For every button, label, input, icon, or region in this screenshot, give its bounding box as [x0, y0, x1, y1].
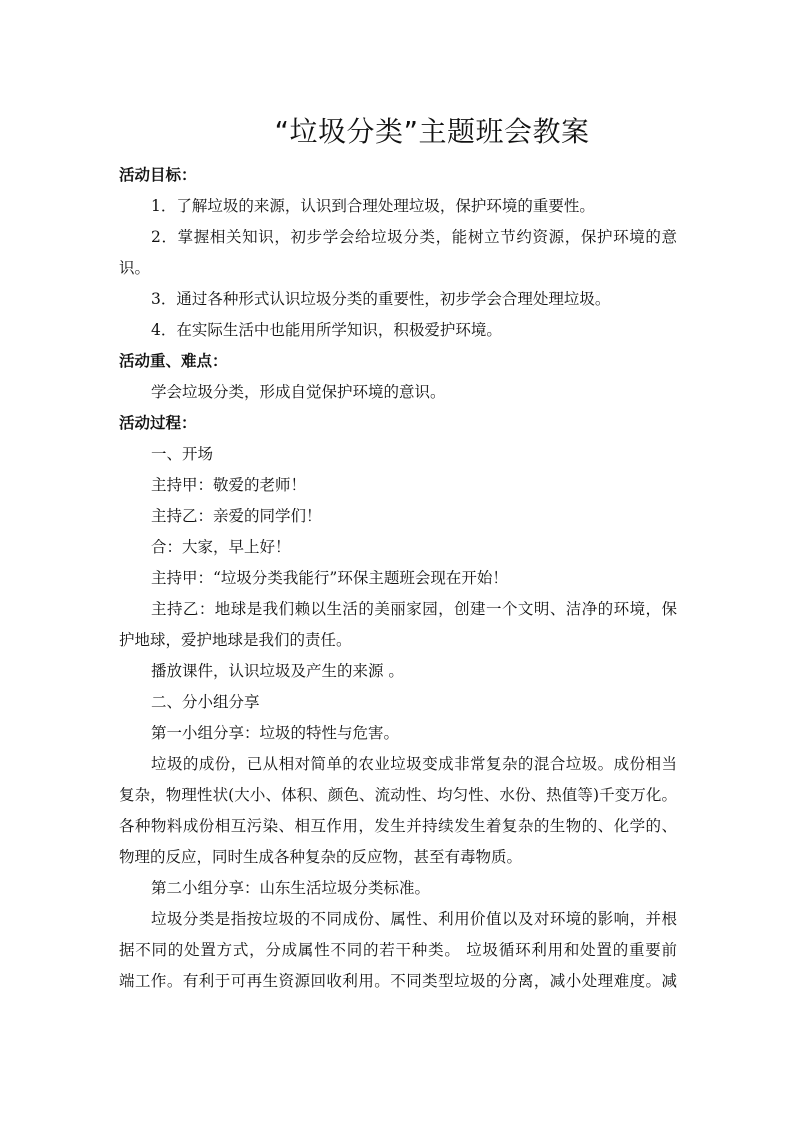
paragraph-line: 合：大家，早上好！ [151, 538, 291, 556]
paragraph-line: 护地球，爱护地球是我们的责任。 [119, 631, 352, 649]
paragraph-line: 第一小组分享：垃圾的特性与危害。 [151, 724, 400, 742]
document-title: “垃圾分类”主题班会教案 [274, 115, 590, 148]
paragraph-line: 各种物料成份相互污染、相互作用，发生并持续发生着复杂的生物的、化学的、 [119, 817, 677, 835]
section-heading: 活动目标： [119, 166, 197, 184]
paragraph-line: 播放课件，认识垃圾及产生的来源 。 [151, 662, 404, 680]
paragraph-line: 识。 [119, 259, 151, 277]
paragraph-line: 3．通过各种形式认识垃圾分类的重要性，初步学会合理处理垃圾。 [151, 290, 611, 308]
paragraph-line: 第二小组分享：山东生活垃圾分类标准。 [151, 879, 431, 897]
paragraph-line: 复杂，物理性状(大小、体积、颜色、流动性、均匀性、水份、热值等)千变万化。 [119, 786, 677, 804]
paragraph-line: 1．了解垃圾的来源，认识到合理处理垃圾，保护环境的重要性。 [151, 197, 595, 215]
paragraph-line: 学会垃圾分类，形成自觉保护环境的意识。 [151, 383, 446, 401]
paragraph-line: 垃圾分类是指按垃圾的不同成份、属性、利用价值以及对环境的影响，并根 [151, 910, 677, 928]
paragraph-line: 主持甲：敬爱的老师！ [151, 476, 307, 494]
paragraph-line: 据不同的处置方式，分成属性不同的若干种类。 垃圾循环利用和处置的重要前 [119, 941, 677, 959]
paragraph-line: 2．掌握相关知识，初步学会给垃圾分类，能树立节约资源，保护环境的意 [151, 228, 677, 246]
paragraph-line: 4．在实际生活中也能用所学知识，积极爱护环境。 [151, 321, 502, 339]
paragraph-line: 端工作。有利于可再生资源回收利用。不同类型垃圾的分离，减小处理难度。减 [119, 972, 677, 990]
section-heading: 活动重、难点： [119, 352, 228, 370]
paragraph-line: 二、分小组分享 [151, 693, 260, 711]
paragraph-line: 主持甲：“垃圾分类我能行”环保主题班会现在开始！ [151, 569, 508, 587]
paragraph-line: 主持乙：地球是我们赖以生活的美丽家园，创建一个文明、洁净的环境，保 [151, 600, 677, 618]
document-body [119, 160, 677, 997]
paragraph-line: 垃圾的成份，已从相对简单的农业垃圾变成非常复杂的混合垃圾。成份相当 [151, 755, 677, 773]
section-heading: 活动过程： [119, 414, 197, 432]
paragraph-line: 物理的反应，同时生成各种复杂的反应物，甚至有毒物质。 [119, 848, 523, 866]
paragraph-line: 一、开场 [151, 445, 214, 463]
paragraph-line: 主持乙：亲爱的同学们！ [151, 507, 322, 525]
